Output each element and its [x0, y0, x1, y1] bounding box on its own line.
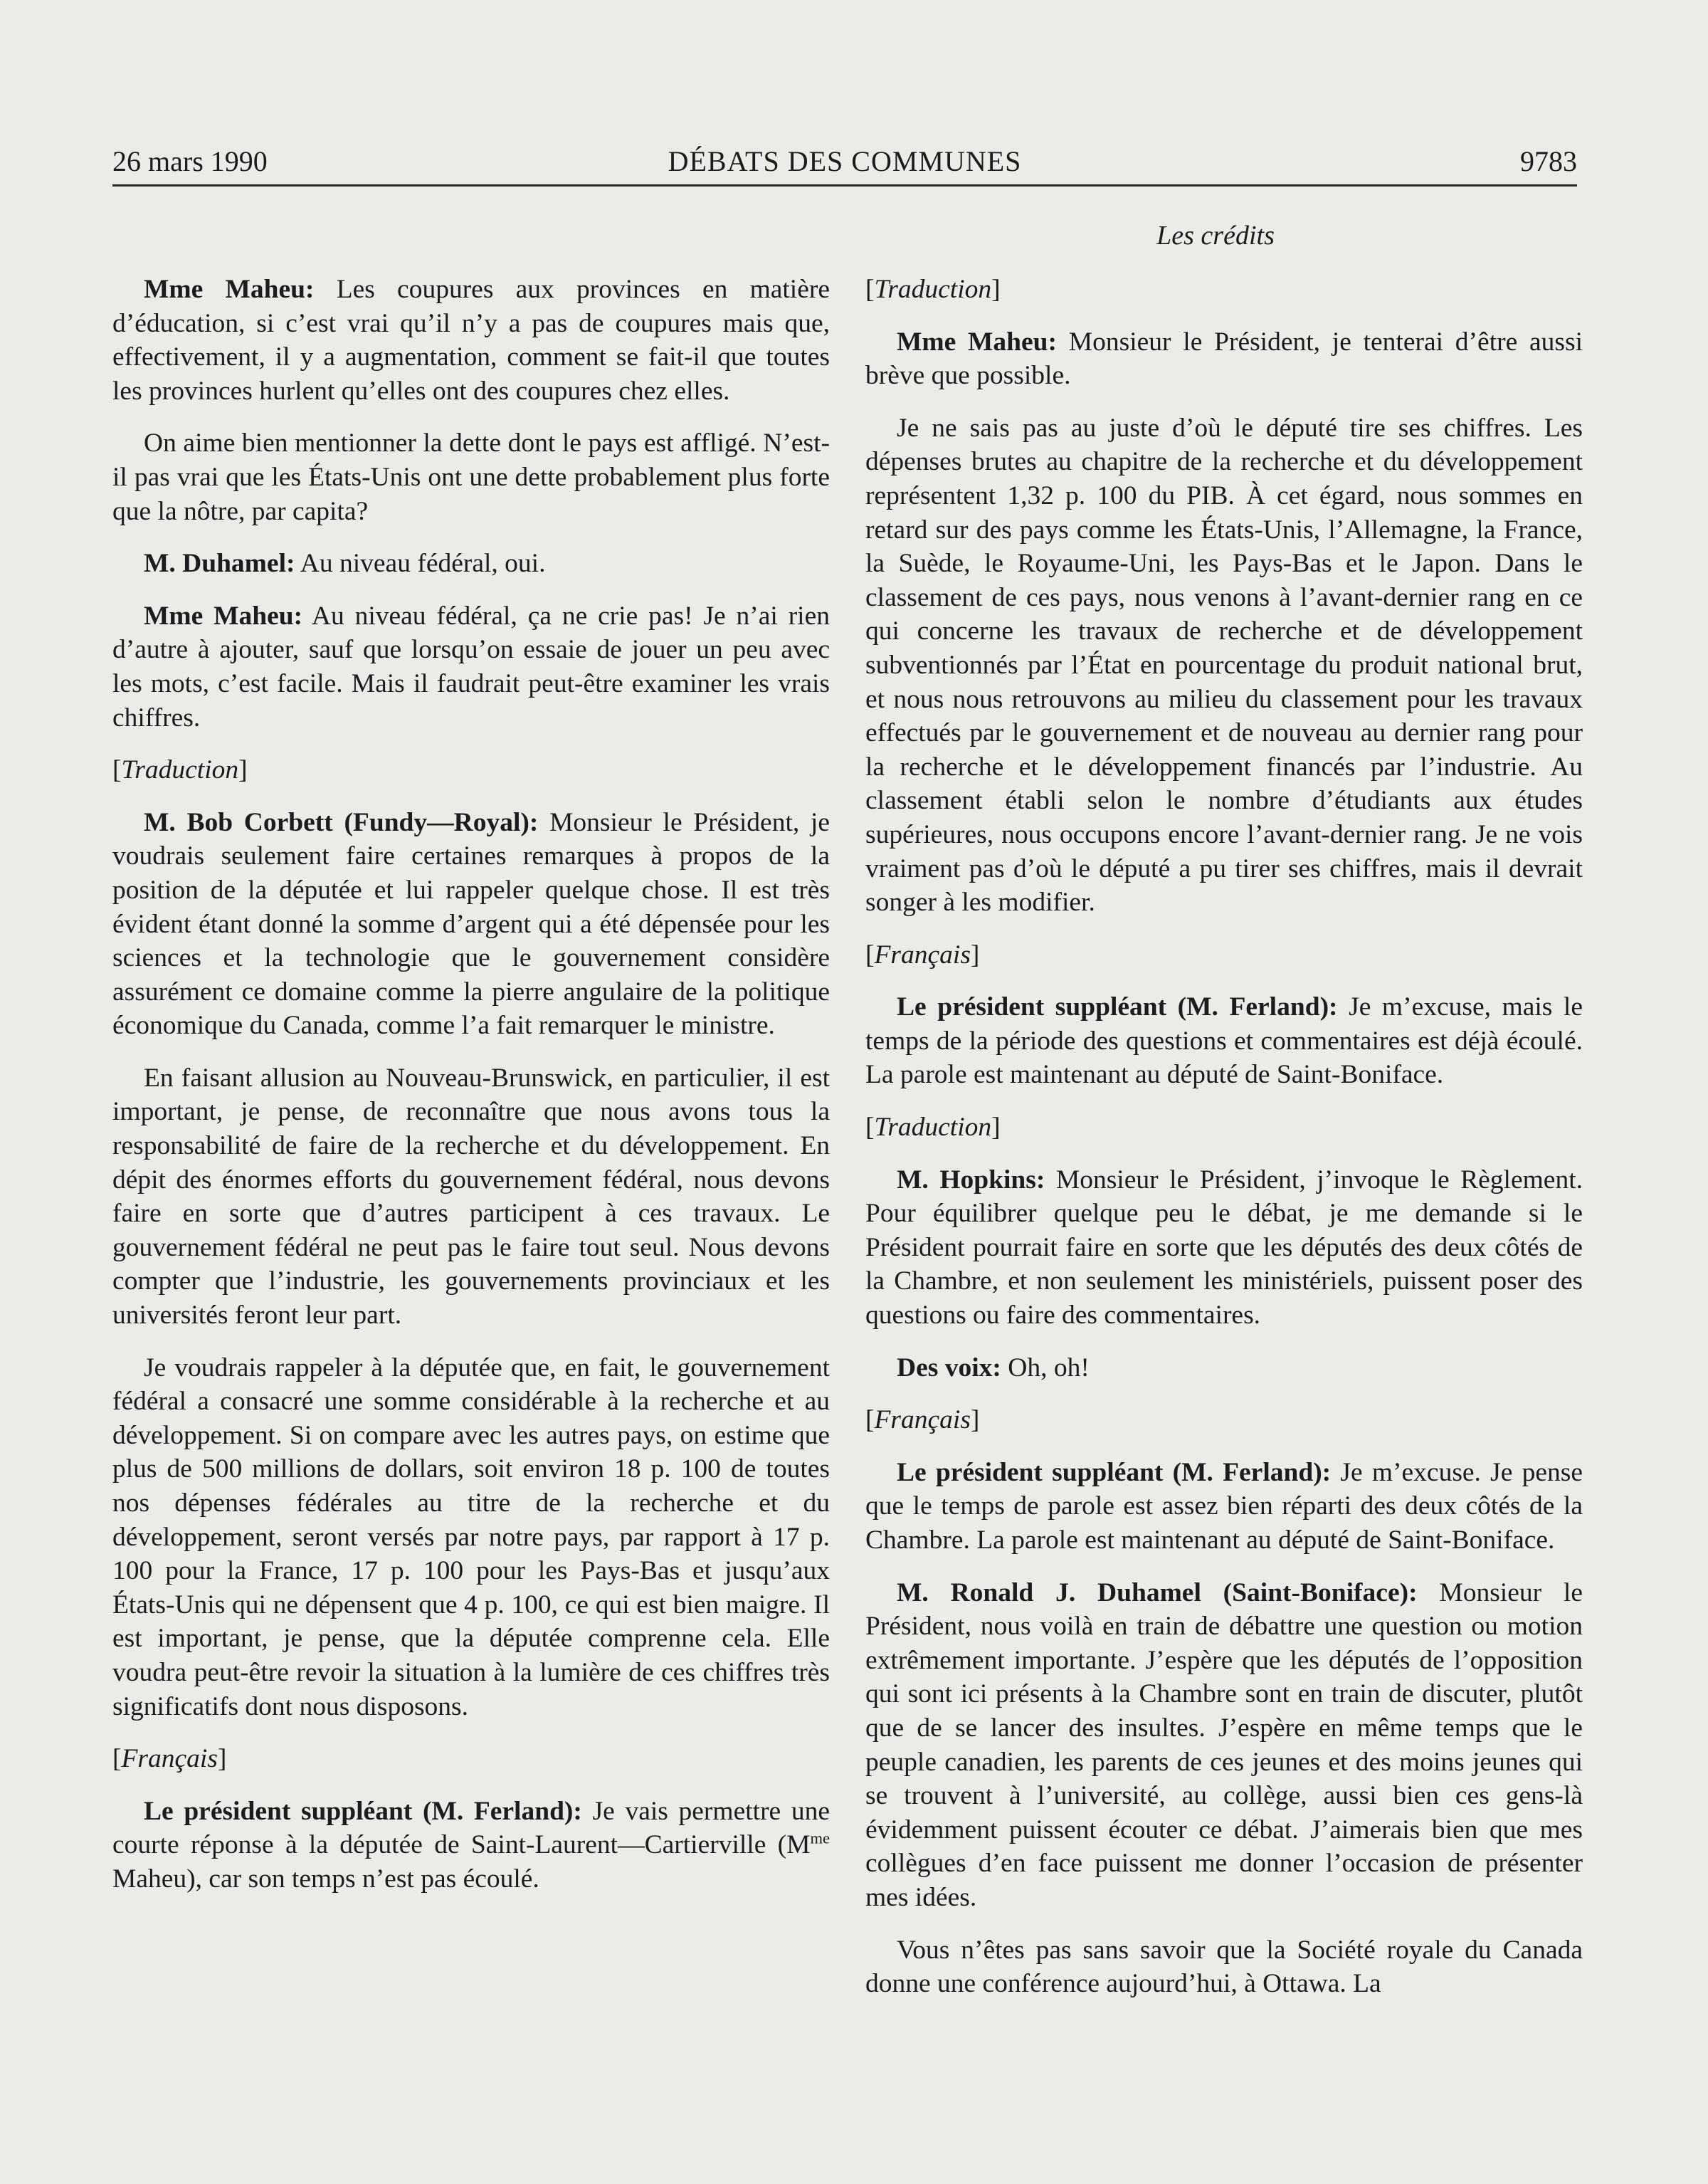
- text-paragraph: [112, 426, 830, 528]
- language-tag-text: Français: [121, 1744, 218, 1774]
- text-paragraph: [865, 411, 1583, 920]
- right-column: [865, 273, 1583, 2020]
- speech-paragraph: [865, 990, 1583, 1092]
- speech-paragraph: [112, 273, 830, 408]
- speech-paragraph: [865, 325, 1583, 393]
- language-tag-text: Traduction: [121, 755, 239, 785]
- paragraph-text: Au niveau fédéral, ça ne crie pas! Je n’ai rien d’autre à ajouter, sauf que lorsqu’on essaie de jouer un peu avec les mots, c’est facile. Mais il faudrait peut-être examiner les vrais chiffres.: [112, 601, 830, 733]
- left-column: [112, 273, 830, 1915]
- speaker-name: M. Ronald J. Duhamel (Saint-Boniface):: [897, 1577, 1418, 1607]
- paragraph-text: Je m’excuse. Je pense que le temps de parole est assez bien réparti des deux côtés de la Chambre. La parole est maintenant au député de Saint-Boniface.: [865, 1457, 1583, 1555]
- text-paragraph: [865, 1933, 1583, 2001]
- text-paragraph: [112, 1351, 830, 1724]
- header-rule: [112, 184, 1577, 187]
- speaker-name: Des voix:: [897, 1353, 1001, 1382]
- speaker-name: Le président suppléant (M. Ferland):: [144, 1796, 582, 1826]
- paragraph-text: Je voudrais rappeler à la députée que, en fait, le gouvernement fédéral a consacré une somme considérable à la recherche et au développement. Si on compare avec les autres pays, on estime que plus de 500 millions de dollars, soit environ 18 p. 100 de toutes nos dépenses fédérales au titre de la recherche et du développement, seront versés par notre pays, par rapport à 17 p. 100 pour la France, 17 p. 100 pour les Pays-Bas et jusqu’aux États-Unis qui ne dépensent que 4 p. 100, ce qui est bien maigre. Il est important, je pense, que la députée comprenne cela. Elle voudra peut-être revoir la situation à la lumière de ces chiffres très significatifs dont nous disposons.: [112, 1353, 830, 1721]
- speech-paragraph: [865, 1576, 1583, 1915]
- paragraph-text: Monsieur le Président, je tenterai d’être aussi brève que possible.: [865, 327, 1583, 391]
- language-tag: [Français]: [865, 1405, 980, 1435]
- language-tag: [Traduction]: [865, 1113, 1001, 1143]
- speech-paragraph: [112, 1795, 830, 1896]
- speaker-name: Mme Maheu:: [144, 601, 303, 631]
- paragraph-text: En faisant allusion au Nouveau-Brunswick, en particulier, il est important, je pense, de reconnaître que nous avons tous la responsabilité de faire de la recherche et du développement. En dépit des énormes efforts du gouvernement fédéral, nous devons faire en sorte que d’autres participent à ces travaux. Le gouvernement fédéral ne peut pas le faire tout seul. Nous devons compter que l’industrie, les gouvernements provinciaux et les universités feront leur part.: [112, 1063, 830, 1330]
- language-tag-text: Traduction: [874, 275, 992, 304]
- speaker-name: Le président suppléant (M. Ferland):: [897, 1457, 1332, 1487]
- speech-paragraph: [865, 1163, 1583, 1333]
- speech-paragraph: [865, 1456, 1583, 1558]
- language-tag: [Français]: [112, 1744, 227, 1774]
- paragraph-text: Je vais permettre une courte réponse à la députée de Saint-Laurent—Cartierville (M: [112, 1796, 830, 1860]
- language-tag: [Français]: [865, 940, 980, 970]
- paragraph-text: Je m’excuse, mais le temps de la période des questions et commentaires est déjà écoulé. La parole est maintenant au député de Saint-Boniface.: [865, 992, 1583, 1090]
- language-tag-text: Traduction: [874, 1113, 992, 1143]
- language-tag-text: Français: [874, 940, 971, 970]
- speech-paragraph: [865, 1351, 1583, 1385]
- language-tag: [Traduction]: [112, 755, 248, 785]
- paragraph-text: Monsieur le Président, je voudrais seulement faire certaines remarques à propos de la position de la députée et lui rappeler quelque chose. Il est très évident étant donné la somme d’argent qui a été dépensée pour les sciences et la technologie que le gouvernement considère assurément ce domaine comme la pierre angulaire de la politique économique du Canada, comme l’a fait remarquer le ministre.: [112, 807, 830, 1041]
- superscript: me: [810, 1829, 830, 1847]
- text-paragraph: [112, 1061, 830, 1333]
- section-label: Les crédits: [1156, 221, 1275, 251]
- speaker-name: M. Duhamel:: [144, 549, 295, 579]
- paragraph-text: Monsieur le Président, nous voilà en train de débattre une question ou motion extrêmement importante. J’espère que les députés de l’opposition qui sont ici présents à la Chambre sont en train de discuter, plutôt que de se lancer des insultes. J’espère en même temps que le peuple canadien, les parents de ces jeunes et des moins jeunes qui se trouvent à l’université, au collège, aussi bien ces gens-là évidemment puissent écouter ce débat. J’aimerais bien que mes collègues d’en face puissent me donner l’occasion de présenter mes idées.: [865, 1577, 1583, 1912]
- language-tag: [Traduction]: [865, 275, 1001, 304]
- page-header: [112, 141, 1577, 182]
- speaker-name: M. Bob Corbett (Fundy—Royal):: [144, 807, 539, 837]
- language-tag-text: Français: [874, 1405, 971, 1435]
- speech-paragraph: [112, 806, 830, 1043]
- paragraph-text: Vous n’êtes pas sans savoir que la Société royale du Canada donne une conférence aujourd’hui, à Ottawa. La: [865, 1935, 1583, 1999]
- header-date: 26 mars 1990: [112, 145, 268, 177]
- paragraph-text: Les coupures aux provinces en matière d’éducation, si c’est vrai qu’il n’y a pas de coupures mais que, effectivement, il y a augmentation, comment se fait-il que toutes les provinces hurlent qu’elles ont des coupures chez elles.: [112, 275, 830, 406]
- header-title: DÉBATS DES COMMUNES: [668, 145, 1022, 177]
- speaker-name: Le président suppléant (M. Ferland):: [897, 992, 1338, 1022]
- speaker-name: Mme Maheu:: [897, 327, 1058, 357]
- paragraph-text: Monsieur le Président, j’invoque le Règlement. Pour équilibrer quelque peu le débat, je me demande si le Président pourrait faire en sorte que les députés des deux côtés de la Chambre, et non seulement les ministériels, puissent poser des questions ou faire des commentaires.: [865, 1165, 1583, 1330]
- paragraph-text: Au niveau fédéral, oui.: [295, 549, 546, 579]
- paragraph-text: On aime bien mentionner la dette dont le pays est affligé. N’est-il pas vrai que les États-Unis ont une dette probablement plus forte que la nôtre, par capita?: [112, 429, 830, 526]
- paragraph-text-tail: Maheu), car son temps n’est pas écoulé.: [112, 1864, 539, 1894]
- paragraph-text: Oh, oh!: [1001, 1353, 1090, 1382]
- header-page-number: 9783: [1520, 145, 1577, 177]
- speaker-name: Mme Maheu:: [144, 275, 315, 304]
- speech-paragraph: [112, 547, 830, 581]
- speaker-name: M. Hopkins:: [897, 1165, 1045, 1195]
- speech-paragraph: [112, 599, 830, 735]
- paragraph-text: Je ne sais pas au juste d’où le député tire ses chiffres. Les dépenses brutes au chapitre de la recherche et du développement représentent 1,32 p. 100 du PIB. À cet égard, nous sommes en retard sur des pays comme les États-Unis, l’Allemagne, la France, la Suède, le Royaume-Uni, les Pays-Bas et le Japon. Dans le classement de ces pays, nous venons à l’avant-dernier rang en ce qui concerne les travaux de recherche et de développement subventionnés par l’État en pourcentage du produit national brut, et nous nous retrouvons au milieu du classement pour les travaux effectués par le gouvernement et de nouveau au dernier rang pour la recherche et le développement financés par l’industrie. Au classement établi selon le nombre d’étudiants aux études supérieures, nous occupons encore l’avant-dernier rang. Je ne vois vraiment pas d’où le député a pu tirer ses chiffres, mais il devrait songer à les modifier.: [865, 413, 1583, 918]
